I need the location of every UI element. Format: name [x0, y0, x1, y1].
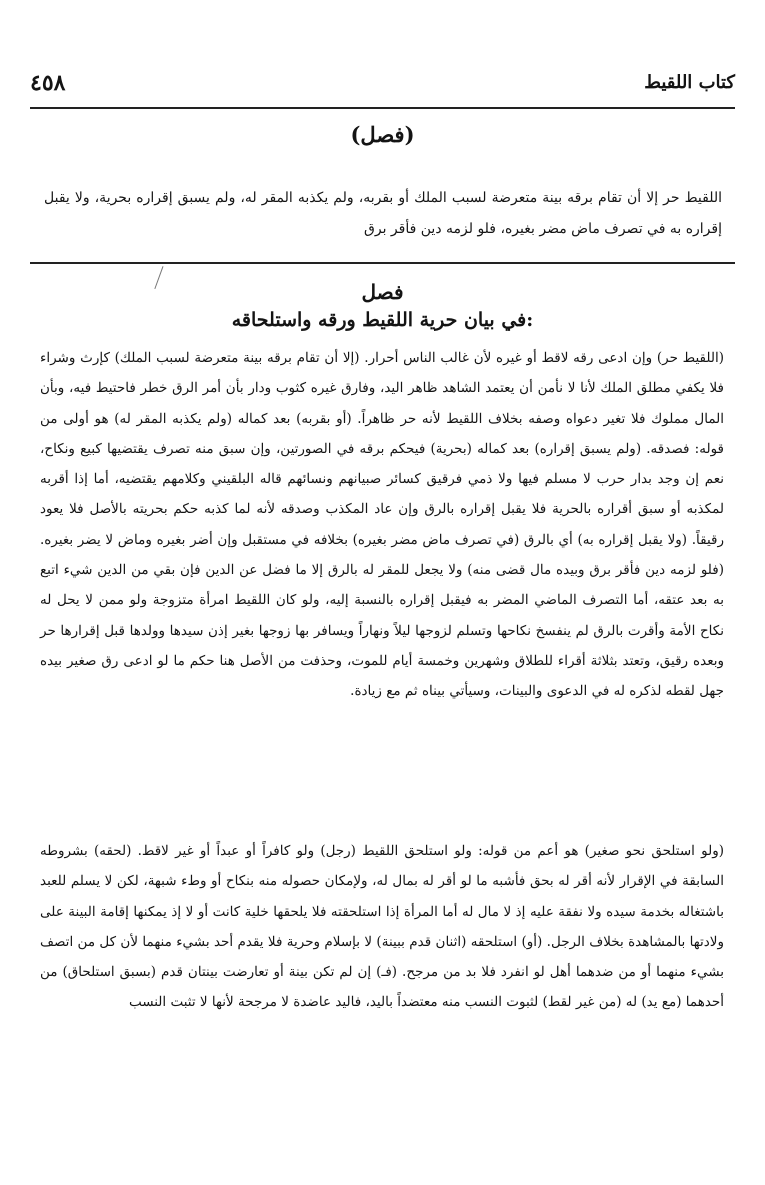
header-divider [30, 107, 735, 109]
commentary-block-2 [40, 836, 724, 1018]
page-number: ٤٥٨ [30, 70, 66, 96]
running-title: كتاب اللقيط [644, 72, 735, 93]
sharh-heading: فصل [361, 280, 404, 304]
commentary-block-1 [40, 343, 724, 707]
sharh-subheading: في بيان حرية اللقيط ورقه واستلحاقه: [231, 309, 534, 331]
matn-heading: (فصل) [350, 122, 415, 147]
page-header [30, 66, 735, 106]
matn-divider [30, 262, 735, 264]
commentary-paragraph-2: (ولو استلحق نحو صغير) هو أعم من قوله: ولو استلحق اللقيط (رجل) ولو كافراً أو عبداً أو غير لاقط. (لحقه) بشروطه السابقة في الإقرار لأنه أقر له بحق فأشبه ما لو أقر له بمال له، ولإمكان حصوله منه بنكاح أو وطء شبهة، لكن لا يسلم للعبد باشتغاله بخدمة سيده ولا نفقة عليه إذ لا مال له أما المرأة إذا استلحقته فلا يلحقها خلية كانت أو لا إذ يمكنها إقامة البينة على ولادتها بالمشاهدة بخلاف الرجل. (أو) استلحقه (اثنان قدم ببينة) لا بإسلام وحرية فلا يقدم أحد بشيء منهما لأن كل من اتصف بشيء منهما أو من ضدهما أهل لو انفرد فلا بد من مرجح. (فـ) إن لم تكن بينة أو تعارضت بينتان قدم (بسبق استلحاق) من أحدهما (مع يد) له (من غير لقط) لثبوت النسب منه معتضداً باليد، فاليد عاضدة لا مرجحة لأنها لا تثبت النسب [40, 843, 724, 1011]
matn-text: اللقيط حر إلا أن تقام برقه بينة متعرضة لسبب الملك أو بقربه، ولم يكذبه المقر له، ولم يسبق إقراره بحرية، ولا يقبل إقراره به في تصرف ماض مضر بغيره، فلو لزمه دين فأقر برق [44, 190, 722, 237]
commentary-paragraph-1: (اللقيط حر) وإن ادعى رقه لاقط أو غيره لأن غالب الناس أحرار. (إلا أن تقام برقه بينة متعرضة لسبب الملك) كإرث وشراء فلا يكفي مطلق الملك لأنا لا نأمن أن يعتمد الشاهد ظاهر اليد، وفارق غيره كثوب ودار بأن أمر الرق خطر فاحتيط فيه، وبأن المال مملوك فلا تغير دعواه وصفه بخلاف اللقيط لأنه حر ظاهراً. (أو بقربه) بعد كماله (ولم يكذبه المقر له) هو أولى من قوله: فصدقه. (ولم يسبق إقراره) بعد كماله (بحرية) فيحكم برقه في الصورتين، وإن سبق منه تصرف يقتضيها كبيع ونكاح، نعم إن وجد بدار حرب لا مسلم فيها ولا ذمي فرقيق كسائر صبيانهم ونسائهم قاله البلقيني وكلامهم يقتضيه، أما إذا أقربه لمكذبه أو سبق أقراره بالحرية فلا يقبل إقراره بالرق وإن عاد المكذب وصدقه لأنه لما كذبه حكم بحريته بالأصل فلا يعود رقيقاً. (ولا يقبل إقراره به) أي بالرق (في تصرف ماض مضر بغيره) بخلافه في مستقبل وإن أضر بغيره وماض لا يضر بغيره. (فلو لزمه دين فأقر برق وبيده مال قضى منه) ولا يجعل للمقر له بالرق إلا ما فضل عن الدين فإن بقي من الدين شيء اتبع به بعد عتقه، أما التصرف الماضي المضر به فيقبل إقراره بالنسبة إليه، ولو كان اللقيط امرأة متزوجة ولو ممن لا يحل له نكاح الأمة وأقرت بالرق لم ينفسخ نكاحها وتسلم لزوجها ليلاً ونهاراً ويسافر بها زوجها بغير إذن سيدها وولدها قبل إقرارها حر وبعده رقيق، وتعتد بثلاثة أقراء للطلاق وشهرين وخمسة أيام للموت، وحذفت من الأصل هنا حكم ما لو ادعى رق صغير بيده جهل لقطه لذكره له في الدعوى والبينات، وسيأتي بيناه ثم مع زيادة. [40, 350, 724, 700]
